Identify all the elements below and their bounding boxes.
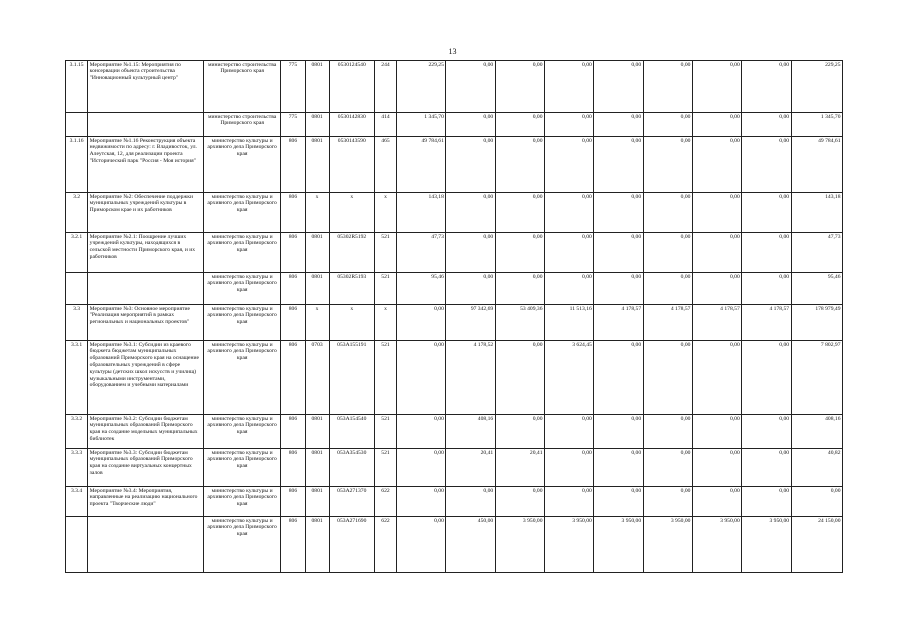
year-value-cell: 143,18 xyxy=(397,193,446,233)
year-value-cell: 0,00 xyxy=(643,193,692,233)
section-code-cell: 0801 xyxy=(305,61,329,113)
section-code-cell: 0801 xyxy=(305,137,329,193)
year-value-cell: 4 178,52 xyxy=(446,341,495,415)
year-value-cell: 0,00 xyxy=(692,61,741,113)
budget-table xyxy=(65,60,843,573)
executor-cell: министерство культуры и архивного дела Приморского края xyxy=(203,193,280,233)
expense-type-cell: x xyxy=(374,305,396,341)
expense-type-cell: 244 xyxy=(374,61,396,113)
year-value-cell: 4 178,57 xyxy=(643,305,692,341)
executor-cell: министерство культуры и архивного дела Приморского края xyxy=(203,341,280,415)
year-value-cell: 0,00 xyxy=(643,487,692,517)
grbs-code-cell: 806 xyxy=(281,449,305,487)
grbs-code-cell: 775 xyxy=(281,113,305,137)
row-number-cell: 3.3.3 xyxy=(66,449,88,487)
year-value-cell: 0,00 xyxy=(397,517,446,573)
expense-type-cell: 622 xyxy=(374,517,396,573)
grbs-code-cell: 806 xyxy=(281,137,305,193)
section-code-cell: x xyxy=(305,193,329,233)
activity-name-cell xyxy=(88,273,204,305)
year-value-cell: 0,00 xyxy=(692,113,741,137)
row-number-cell: 3.3.4 xyxy=(66,487,88,517)
year-value-cell: 0,00 xyxy=(446,113,495,137)
activity-name-cell: Мероприятие №2: Обеспечение поддержки муниципальных учреждений культуры в Приморском крае и их работников xyxy=(88,193,204,233)
expense-type-cell: 521 xyxy=(374,233,396,273)
activity-name-cell: Мероприятие №3.1: Субсидии из краевого бюджета бюджетам муниципальных образований Приморского края на оснащение образовательных учреждений в сфере культуры (детских школ искусств и училищ) музыкальными инструментами, оборудованием и учебными материалами xyxy=(88,341,204,415)
target-article-cell: 053A271370 xyxy=(329,487,374,517)
year-value-cell: 0,00 xyxy=(742,193,791,233)
total-value-cell: 40,82 xyxy=(791,449,842,487)
year-value-cell: 0,00 xyxy=(545,487,594,517)
section-code-cell: 0801 xyxy=(305,273,329,305)
activity-name-cell: Мероприятие №3.4: Мероприятия, направленные на реализацию национального проекта "Творческие люди" xyxy=(88,487,204,517)
total-value-cell: 229,25 xyxy=(791,61,842,113)
executor-cell: министерство строительства Приморского края xyxy=(203,113,280,137)
target-article-cell: 053A354530 xyxy=(329,449,374,487)
year-value-cell: 0,00 xyxy=(742,415,791,449)
expense-type-cell: 521 xyxy=(374,415,396,449)
year-value-cell: 0,00 xyxy=(495,137,544,193)
grbs-code-cell: 806 xyxy=(281,273,305,305)
target-article-cell: 053A155191 xyxy=(329,341,374,415)
year-value-cell: 20,41 xyxy=(446,449,495,487)
section-code-cell: 0801 xyxy=(305,449,329,487)
year-value-cell: 95,46 xyxy=(397,273,446,305)
year-value-cell: 0,00 xyxy=(643,61,692,113)
year-value-cell: 229,25 xyxy=(397,61,446,113)
grbs-code-cell: 806 xyxy=(281,233,305,273)
grbs-code-cell: 806 xyxy=(281,487,305,517)
year-value-cell: 20,41 xyxy=(495,449,544,487)
row-number-cell: 3.3 xyxy=(66,305,88,341)
year-value-cell: 0,00 xyxy=(495,415,544,449)
activity-name-cell: Мероприятие №2.1: Поощрение лучших учреждений культуры, находящихся в сельской местности Приморского края, и их работников xyxy=(88,233,204,273)
year-value-cell: 0,00 xyxy=(742,341,791,415)
year-value-cell: 0,00 xyxy=(594,61,643,113)
year-value-cell: 4 178,57 xyxy=(594,305,643,341)
expense-type-cell: 521 xyxy=(374,341,396,415)
table-row xyxy=(66,517,843,573)
year-value-cell: 0,00 xyxy=(692,273,741,305)
year-value-cell: 0,00 xyxy=(446,137,495,193)
table-row xyxy=(66,449,843,487)
activity-name-cell: Мероприятие №3: Основное мероприятие "Реализация мероприятий в рамках региональных и национальных проектов" xyxy=(88,305,204,341)
year-value-cell: 0,00 xyxy=(446,61,495,113)
table-row xyxy=(66,273,843,305)
year-value-cell: 0,00 xyxy=(643,137,692,193)
year-value-cell: 0,00 xyxy=(692,415,741,449)
year-value-cell: 53 409,36 xyxy=(495,305,544,341)
year-value-cell: 1 345,70 xyxy=(397,113,446,137)
year-value-cell: 3 950,00 xyxy=(545,517,594,573)
year-value-cell: 97 342,69 xyxy=(446,305,495,341)
row-number-cell xyxy=(66,113,88,137)
year-value-cell: 0,00 xyxy=(397,449,446,487)
target-article-cell: 0530143590 xyxy=(329,137,374,193)
year-value-cell: 0,00 xyxy=(643,415,692,449)
section-code-cell: 0801 xyxy=(305,517,329,573)
year-value-cell: 0,00 xyxy=(495,61,544,113)
year-value-cell: 0,00 xyxy=(742,137,791,193)
year-value-cell: 0,00 xyxy=(397,341,446,415)
executor-cell: министерство культуры и архивного дела Приморского края xyxy=(203,305,280,341)
row-number-cell: 3.1.16 xyxy=(66,137,88,193)
total-value-cell: 7 802,97 xyxy=(791,341,842,415)
target-article-cell: 0530124540 xyxy=(329,61,374,113)
expense-type-cell: 622 xyxy=(374,487,396,517)
target-article-cell: x xyxy=(329,193,374,233)
table-row xyxy=(66,487,843,517)
executor-cell: министерство строительства Приморского края xyxy=(203,61,280,113)
total-value-cell: 0,00 xyxy=(791,487,842,517)
activity-name-cell: Мероприятие №3.2: Субсидии бюджетам муниципальных образований Приморского края на создание модельных муниципальных библиотек xyxy=(88,415,204,449)
year-value-cell: 0,00 xyxy=(742,233,791,273)
year-value-cell: 0,00 xyxy=(742,113,791,137)
expense-type-cell: 521 xyxy=(374,273,396,305)
year-value-cell: 3 950,00 xyxy=(495,517,544,573)
table-row xyxy=(66,305,843,341)
year-value-cell: 0,00 xyxy=(397,415,446,449)
year-value-cell: 0,00 xyxy=(545,113,594,137)
year-value-cell: 0,00 xyxy=(643,233,692,273)
year-value-cell: 47,73 xyxy=(397,233,446,273)
executor-cell: министерство культуры и архивного дела Приморского края xyxy=(203,273,280,305)
year-value-cell: 0,00 xyxy=(594,449,643,487)
table-row xyxy=(66,113,843,137)
activity-name-cell: Мероприятие №3.3: Субсидии бюджетам муниципальных образований Приморского края на создание виртуальных концертных залов xyxy=(88,449,204,487)
year-value-cell: 0,00 xyxy=(643,113,692,137)
year-value-cell: 0,00 xyxy=(692,137,741,193)
year-value-cell: 0,00 xyxy=(545,415,594,449)
year-value-cell: 0,00 xyxy=(692,449,741,487)
row-number-cell: 3.3.1 xyxy=(66,341,88,415)
year-value-cell: 0,00 xyxy=(692,487,741,517)
year-value-cell: 3 950,00 xyxy=(643,517,692,573)
total-value-cell: 408,16 xyxy=(791,415,842,449)
section-code-cell: 0801 xyxy=(305,113,329,137)
year-value-cell: 0,00 xyxy=(594,193,643,233)
year-value-cell: 0,00 xyxy=(397,305,446,341)
year-value-cell: 3 950,00 xyxy=(742,517,791,573)
grbs-code-cell: 806 xyxy=(281,341,305,415)
year-value-cell: 0,00 xyxy=(545,273,594,305)
section-code-cell: 0703 xyxy=(305,341,329,415)
year-value-cell: 49 784,61 xyxy=(397,137,446,193)
table-row xyxy=(66,137,843,193)
row-number-cell: 3.2.1 xyxy=(66,233,88,273)
year-value-cell: 3 950,00 xyxy=(692,517,741,573)
year-value-cell: 4 178,57 xyxy=(742,305,791,341)
year-value-cell: 4 178,57 xyxy=(692,305,741,341)
year-value-cell: 408,16 xyxy=(446,415,495,449)
year-value-cell: 0,00 xyxy=(742,449,791,487)
target-article-cell: 05302R5193 xyxy=(329,273,374,305)
year-value-cell: 11 513,16 xyxy=(545,305,594,341)
year-value-cell: 0,00 xyxy=(594,137,643,193)
section-code-cell: 0801 xyxy=(305,487,329,517)
target-article-cell: 053A154540 xyxy=(329,415,374,449)
year-value-cell: 0,00 xyxy=(397,487,446,517)
total-value-cell: 95,46 xyxy=(791,273,842,305)
section-code-cell: x xyxy=(305,305,329,341)
row-number-cell: 3.2 xyxy=(66,193,88,233)
year-value-cell: 0,00 xyxy=(742,61,791,113)
year-value-cell: 0,00 xyxy=(692,341,741,415)
target-article-cell: x xyxy=(329,305,374,341)
year-value-cell: 0,00 xyxy=(545,137,594,193)
year-value-cell: 3 950,00 xyxy=(594,517,643,573)
year-value-cell: 0,00 xyxy=(742,487,791,517)
activity-name-cell: Мероприятие №1.16 Реконструкция объекта недвижимости по адресу: г. Владивосток, ул. Алеутская, 12, для реализации проекта "Исторический парк "Россия - Моя история" xyxy=(88,137,204,193)
grbs-code-cell: 806 xyxy=(281,415,305,449)
expense-type-cell: 414 xyxy=(374,113,396,137)
executor-cell: министерство культуры и архивного дела Приморского края xyxy=(203,449,280,487)
year-value-cell: 0,00 xyxy=(643,273,692,305)
total-value-cell: 24 150,00 xyxy=(791,517,842,573)
total-value-cell: 47,73 xyxy=(791,233,842,273)
year-value-cell: 0,00 xyxy=(446,233,495,273)
year-value-cell: 0,00 xyxy=(495,113,544,137)
year-value-cell: 0,00 xyxy=(643,449,692,487)
grbs-code-cell: 775 xyxy=(281,61,305,113)
activity-name-cell xyxy=(88,517,204,573)
executor-cell: министерство культуры и архивного дела Приморского края xyxy=(203,137,280,193)
total-value-cell: 1 345,70 xyxy=(791,113,842,137)
grbs-code-cell: 806 xyxy=(281,193,305,233)
expense-type-cell: x xyxy=(374,193,396,233)
expense-type-cell: 521 xyxy=(374,449,396,487)
year-value-cell: 0,00 xyxy=(545,61,594,113)
executor-cell: министерство культуры и архивного дела Приморского края xyxy=(203,517,280,573)
total-value-cell: 143,18 xyxy=(791,193,842,233)
row-number-cell xyxy=(66,273,88,305)
year-value-cell: 0,00 xyxy=(594,233,643,273)
total-value-cell: 49 784,61 xyxy=(791,137,842,193)
year-value-cell: 0,00 xyxy=(594,273,643,305)
target-article-cell: 0530142830 xyxy=(329,113,374,137)
year-value-cell: 0,00 xyxy=(495,341,544,415)
year-value-cell: 0,00 xyxy=(446,487,495,517)
year-value-cell: 0,00 xyxy=(495,193,544,233)
year-value-cell: 0,00 xyxy=(643,341,692,415)
year-value-cell: 0,00 xyxy=(545,233,594,273)
table-row xyxy=(66,61,843,113)
row-number-cell: 3.1.15 xyxy=(66,61,88,113)
executor-cell: министерство культуры и архивного дела Приморского края xyxy=(203,233,280,273)
section-code-cell: 0801 xyxy=(305,415,329,449)
grbs-code-cell: 806 xyxy=(281,517,305,573)
year-value-cell: 0,00 xyxy=(594,341,643,415)
table-row xyxy=(66,233,843,273)
year-value-cell: 0,00 xyxy=(495,487,544,517)
executor-cell: министерство культуры и архивного дела Приморского края xyxy=(203,415,280,449)
section-code-cell: 0801 xyxy=(305,233,329,273)
year-value-cell: 450,00 xyxy=(446,517,495,573)
year-value-cell: 0,00 xyxy=(545,449,594,487)
table-row xyxy=(66,341,843,415)
executor-cell: министерство культуры и архивного дела Приморского края xyxy=(203,487,280,517)
year-value-cell: 0,00 xyxy=(495,233,544,273)
year-value-cell: 0,00 xyxy=(594,487,643,517)
total-value-cell: 178 979,49 xyxy=(791,305,842,341)
year-value-cell: 3 624,45 xyxy=(545,341,594,415)
year-value-cell: 0,00 xyxy=(692,193,741,233)
expense-type-cell: 465 xyxy=(374,137,396,193)
page-number: 13 xyxy=(448,47,457,56)
year-value-cell: 0,00 xyxy=(594,113,643,137)
year-value-cell: 0,00 xyxy=(495,273,544,305)
activity-name-cell xyxy=(88,113,204,137)
year-value-cell: 0,00 xyxy=(446,193,495,233)
target-article-cell: 053A271690 xyxy=(329,517,374,573)
activity-name-cell: Мероприятие №1.15: Мероприятия по консервации объекта строительства "Инновационный культурный центр" xyxy=(88,61,204,113)
grbs-code-cell: 806 xyxy=(281,305,305,341)
row-number-cell xyxy=(66,517,88,573)
target-article-cell: 05302R5192 xyxy=(329,233,374,273)
year-value-cell: 0,00 xyxy=(594,415,643,449)
table-row xyxy=(66,415,843,449)
year-value-cell: 0,00 xyxy=(742,273,791,305)
table-row xyxy=(66,193,843,233)
year-value-cell: 0,00 xyxy=(692,233,741,273)
year-value-cell: 0,00 xyxy=(446,273,495,305)
year-value-cell: 0,00 xyxy=(545,193,594,233)
row-number-cell: 3.3.2 xyxy=(66,415,88,449)
